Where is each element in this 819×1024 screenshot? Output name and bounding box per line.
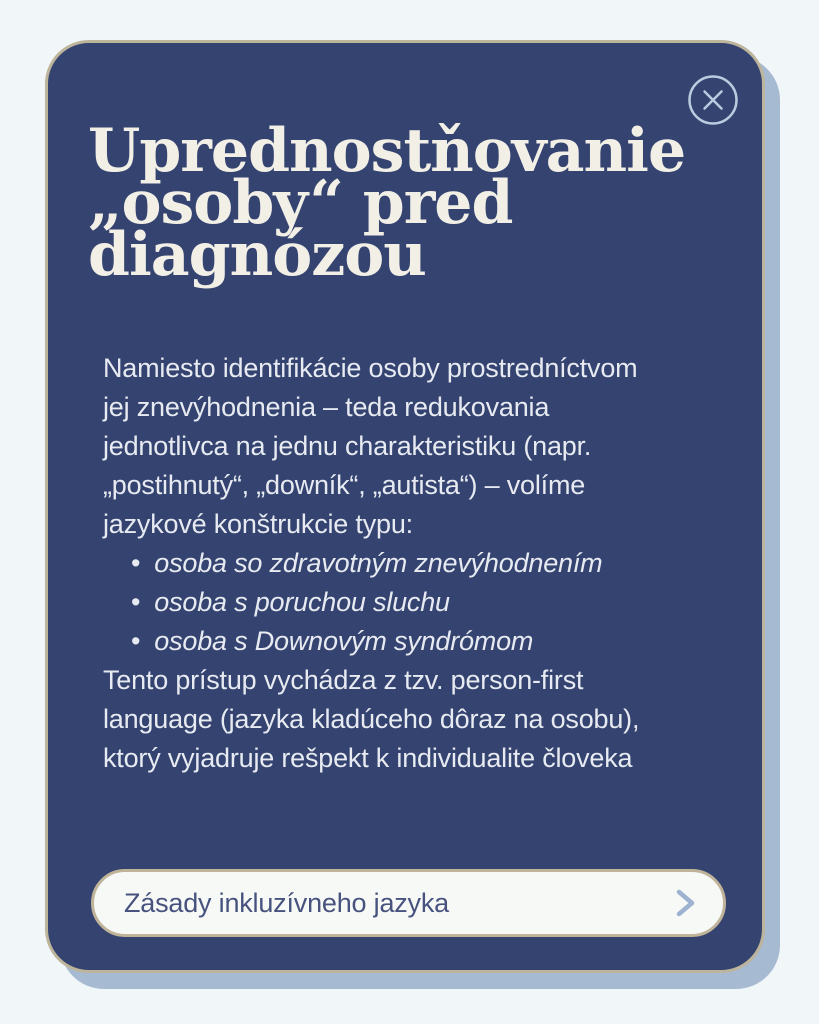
title-line: Uprednostňovanie	[88, 116, 686, 186]
body-line: Namiesto identifikácie osoby prostredníctvom	[103, 353, 638, 383]
page-title	[88, 116, 762, 290]
bullet-icon: •	[131, 548, 141, 578]
chevron-right-icon	[673, 887, 697, 919]
list-item	[103, 544, 722, 583]
close-icon	[687, 74, 739, 126]
card-body-text	[103, 349, 722, 778]
list-item	[103, 583, 722, 622]
body-line: language (jazyka kladúceho dôraz na osobu),	[103, 704, 640, 734]
footer-button-label: Zásady inkluzívneho jazyka	[124, 887, 449, 918]
body-line: jazykové konštrukcie typu:	[103, 509, 413, 539]
body-line: Tento prístup vychádza z tzv. person-first	[103, 665, 584, 695]
list-item-text: osoba s Downovým syndrómom	[154, 626, 534, 656]
bullet-icon: •	[131, 626, 141, 656]
title-line: diagnózou	[88, 220, 426, 290]
list-item-text: osoba s poruchou sluchu	[154, 587, 450, 617]
close-button[interactable]	[687, 74, 739, 126]
title-line: „osoby“ pred	[88, 168, 513, 238]
body-line: „postihnutý“, „downík“, „autista“) – volíme	[103, 470, 586, 500]
list-item-text: osoba so zdravotným znevýhodnením	[154, 548, 603, 578]
info-card	[45, 40, 765, 973]
body-line: jednotlivca na jednu charakteristiku (napr.	[103, 431, 592, 461]
body-line: jej znevýhodnenia – teda redukovania	[103, 392, 550, 422]
inclusive-language-principles-button[interactable]	[91, 869, 726, 937]
bullet-icon: •	[131, 587, 141, 617]
list-item	[103, 622, 722, 661]
body-line: ktorý vyjadruje rešpekt k individualite človeka	[103, 743, 633, 773]
